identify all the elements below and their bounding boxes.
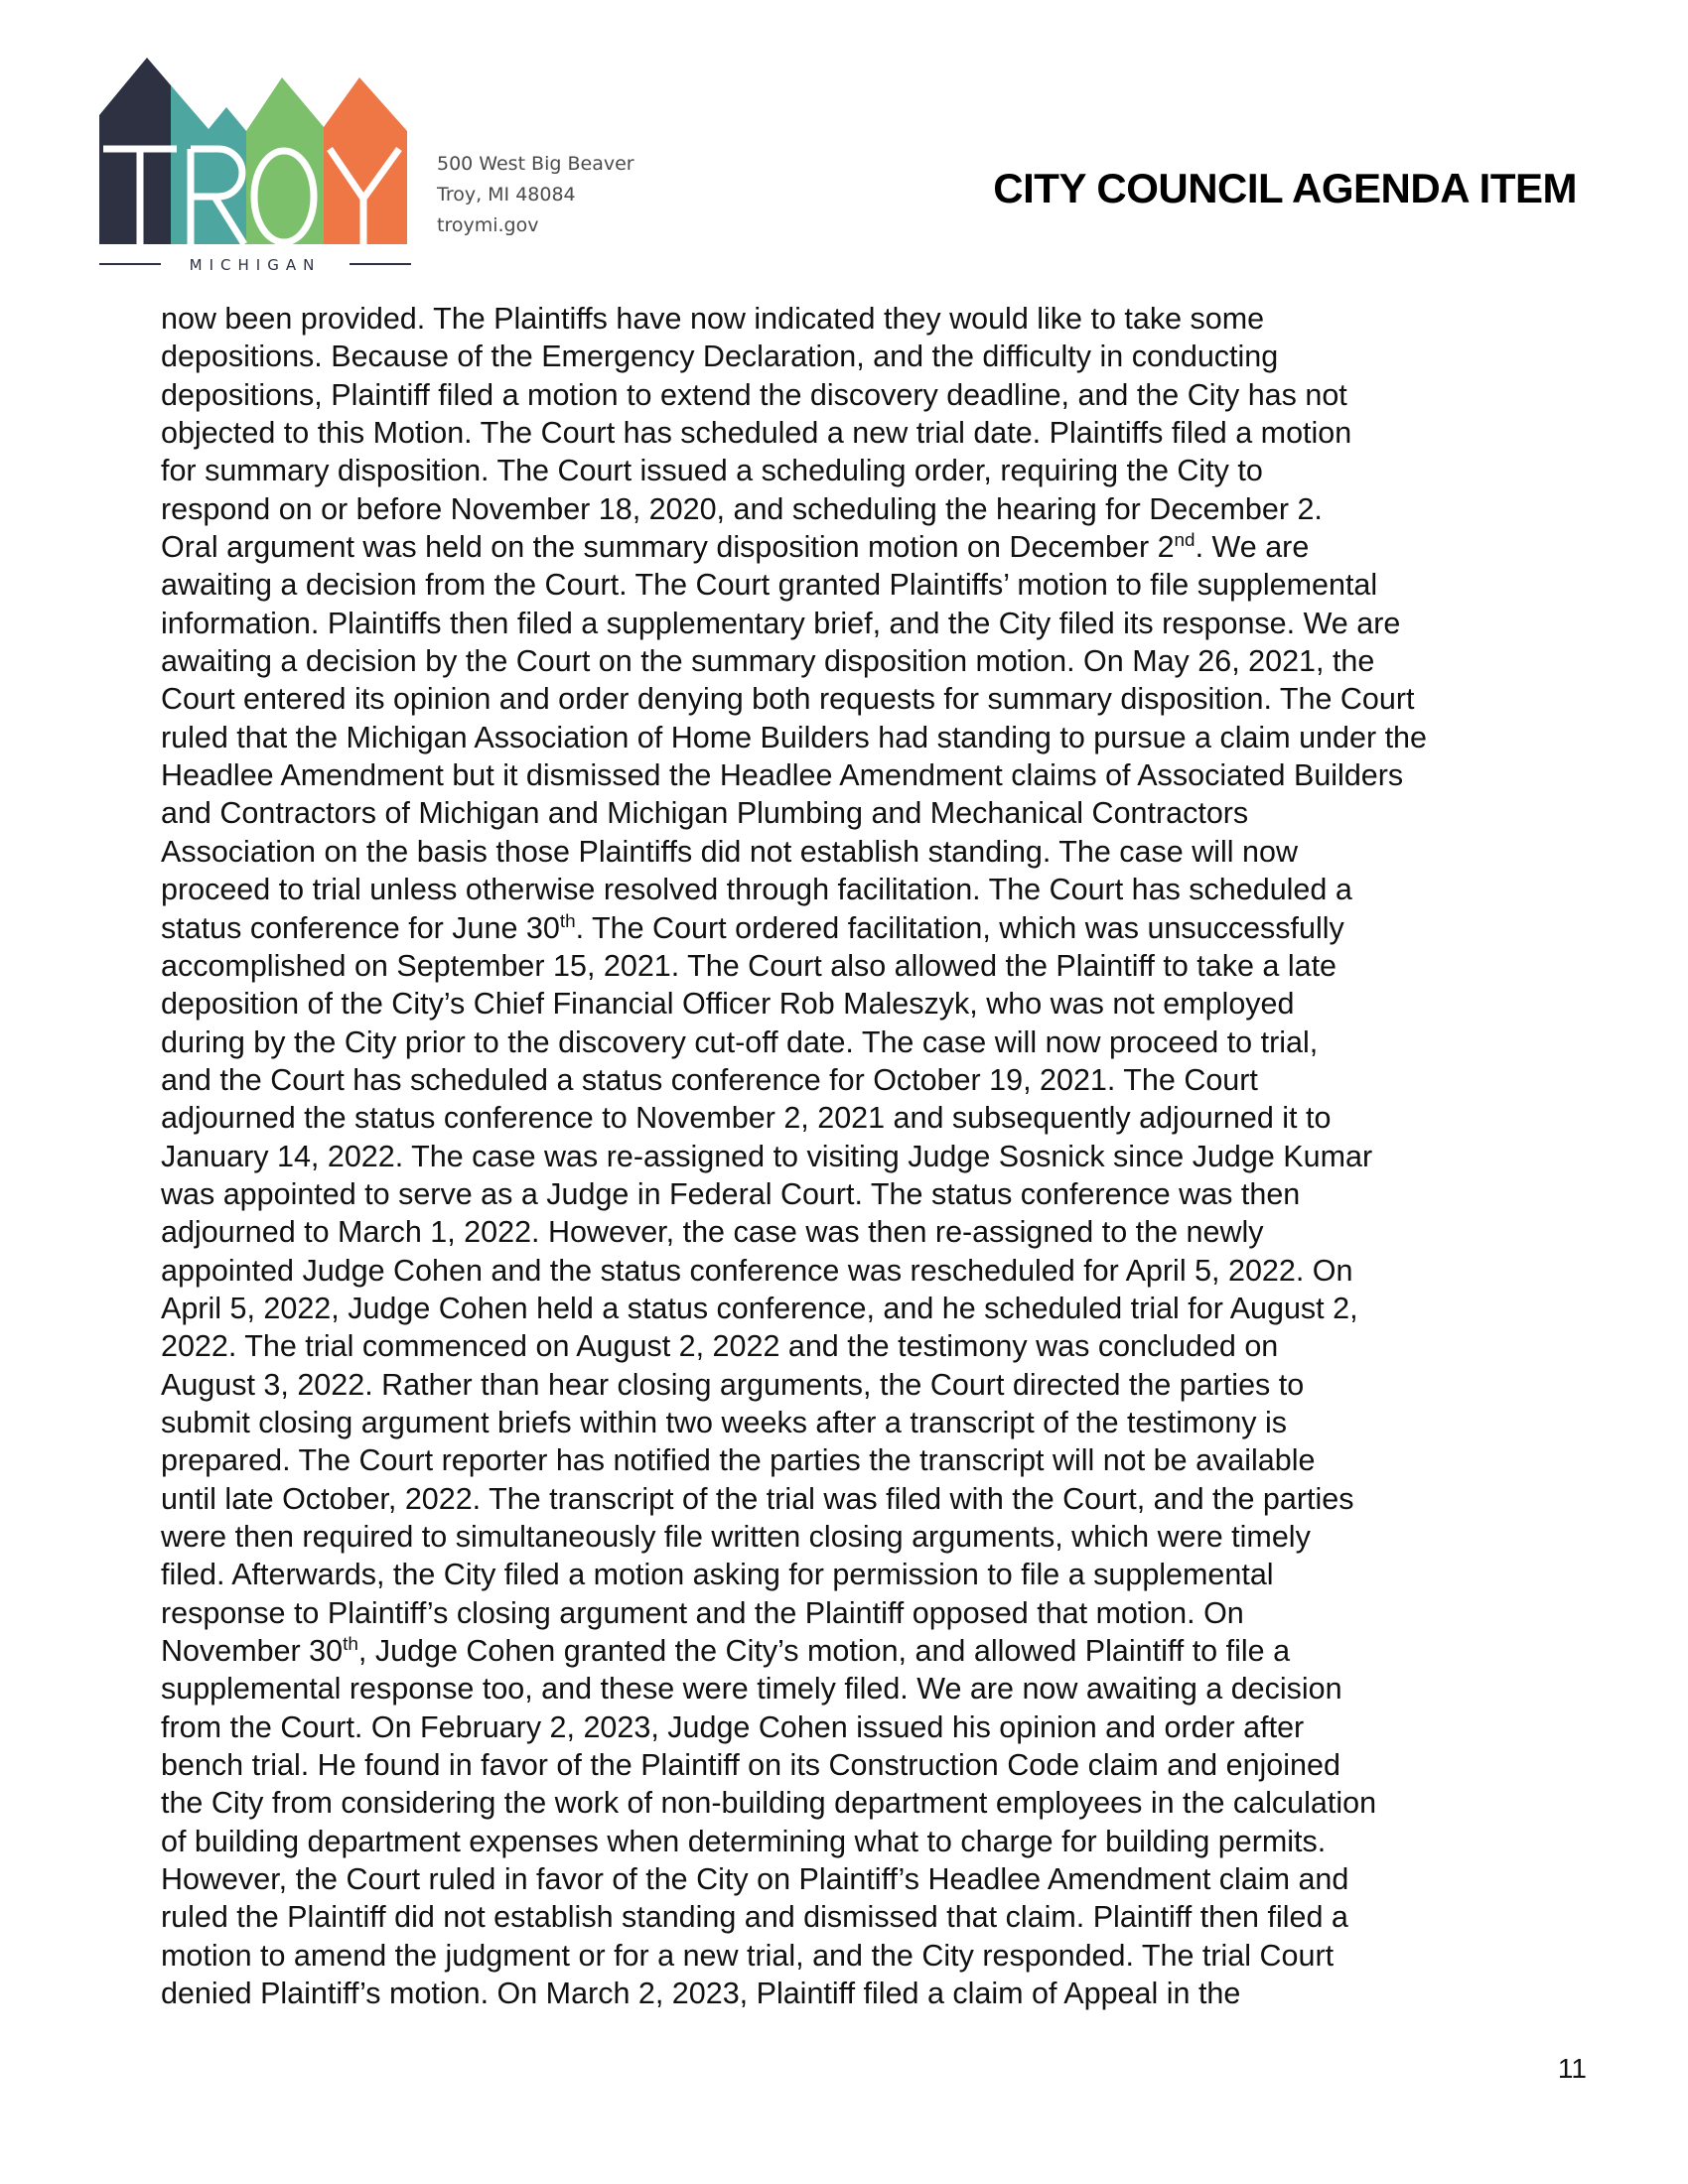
page-number: 11: [1557, 2053, 1587, 2084]
body-line: Association on the basis those Plaintiffs did not establish standing. The case will now: [161, 834, 1298, 869]
body-line: depositions, Plaintiff filed a motion to extend the discovery deadline, and the City has not: [161, 377, 1347, 412]
logo-subtitle: MICHIGAN: [189, 256, 322, 274]
body-line: response to Plaintiff’s closing argument and the Plaintiff opposed that motion. On: [161, 1595, 1244, 1630]
body-line: deposition of the City’s Chief Financial Officer Rob Maleszyk, who was not employed: [161, 987, 1295, 1022]
body-line: adjourned to March 1, 2022. However, the case was then re-assigned to the newly: [161, 1215, 1264, 1250]
body-line: April 5, 2022, Judge Cohen held a status conference, and he scheduled trial for August 2,: [161, 1291, 1358, 1325]
body-line: status conference for June 30th. The Court ordered facilitation, which was unsuccessfully: [161, 910, 1344, 945]
body-line: Headlee Amendment but it dismissed the Headlee Amendment claims of Associated Builders: [161, 758, 1404, 793]
body-line: information. Plaintiffs then filed a supplementary brief, and the City filed its response. We are: [161, 606, 1401, 640]
body-line: until late October, 2022. The transcript of the trial was filed with the Court, and the parties: [161, 1481, 1354, 1516]
body-line: proceed to trial unless otherwise resolved through facilitation. The Court has scheduled a: [161, 873, 1352, 907]
body-line: appointed Judge Cohen and the status conference was rescheduled for April 5, 2022. On: [161, 1253, 1353, 1288]
body-line: respond on or before November 18, 2020, and scheduling the hearing for December 2.: [161, 491, 1323, 526]
body-line: was appointed to serve as a Judge in Federal Court. The status conference was then: [161, 1176, 1301, 1211]
address-block: [437, 149, 634, 241]
body-line: and Contractors of Michigan and Michigan Plumbing and Mechanical Contractors: [161, 796, 1249, 831]
body-line: 2022. The trial commenced on August 2, 2022 and the testimony was concluded on: [161, 1329, 1279, 1364]
body-line: the City from considering the work of non-building department employees in the calculation: [161, 1786, 1377, 1821]
body-line: accomplished on September 15, 2021. The Court also allowed the Plaintiff to take a late: [161, 948, 1337, 983]
body-line: for summary disposition. The Court issued a scheduling order, requiring the City to: [161, 454, 1263, 488]
troy-logo: [99, 58, 411, 274]
body-line: adjourned the status conference to November 2, 2021 and subsequently adjourned it to: [161, 1101, 1332, 1136]
body-line: motion to amend the judgment or for a new trial, and the City responded. The trial Court: [161, 1938, 1335, 1973]
body-line: supplemental response too, and these were timely filed. We are now awaiting a decision: [161, 1672, 1342, 1706]
body-line: were then required to simultaneously file written closing arguments, which were timely: [161, 1520, 1311, 1554]
address-city: Troy, MI 48084: [437, 184, 576, 205]
body-line: from the Court. On February 2, 2023, Judge Cohen issued his opinion and order after: [161, 1709, 1305, 1744]
body-line: objected to this Motion. The Court has scheduled a new trial date. Plaintiffs filed a motion: [161, 416, 1352, 451]
body-line: and the Court has scheduled a status conference for October 19, 2021. The Court: [161, 1062, 1258, 1097]
body-line: awaiting a decision by the Court on the summary disposition motion. On May 26, 2021, the: [161, 644, 1375, 679]
body-line: ruled that the Michigan Association of Home Builders had standing to pursue a claim under the: [161, 720, 1427, 754]
body-line: prepared. The Court reporter has notified the parties the transcript will not be available: [161, 1443, 1316, 1478]
body-line: Court entered its opinion and order denying both requests for summary disposition. The Court: [161, 682, 1415, 717]
body-line: However, the Court ruled in favor of the City on Plaintiff’s Headlee Amendment claim and: [161, 1862, 1349, 1897]
body-line: bench trial. He found in favor of the Plaintiff on its Construction Code claim and enjoined: [161, 1748, 1340, 1783]
page-title: CITY COUNCIL AGENDA ITEM: [993, 165, 1577, 211]
address-street: 500 West Big Beaver: [437, 153, 634, 175]
body-line: of building department expenses when determining what to charge for building permits.: [161, 1824, 1327, 1858]
body-line: November 30th, Judge Cohen granted the City’s motion, and allowed Plaintiff to file a: [161, 1633, 1291, 1669]
body-line: August 3, 2022. Rather than hear closing arguments, the Court directed the parties to: [161, 1367, 1305, 1402]
body-line: Oral argument was held on the summary disposition motion on December 2nd. We are: [161, 529, 1310, 565]
body-line: filed. Afterwards, the City filed a motion asking for permission to file a supplemental: [161, 1558, 1274, 1592]
address-website: troymi.gov: [437, 214, 539, 236]
body-line: now been provided. The Plaintiffs have now indicated they would like to take some: [161, 302, 1265, 336]
body-line: January 14, 2022. The case was re-assigned to visiting Judge Sosnick since Judge Kumar: [161, 1139, 1373, 1173]
body-line: awaiting a decision from the Court. The Court granted Plaintiffs’ motion to file supplemental: [161, 568, 1378, 603]
body-line: ruled the Plaintiff did not establish standing and dismissed that claim. Plaintiff then filed a: [161, 1900, 1348, 1935]
body-line: during by the City prior to the discovery cut-off date. The case will now proceed to trial,: [161, 1024, 1319, 1059]
body-line: submit closing argument briefs within two weeks after a transcript of the testimony is: [161, 1405, 1288, 1439]
body-line: denied Plaintiff’s motion. On March 2, 2023, Plaintiff filed a claim of Appeal in the: [161, 1977, 1241, 2011]
document-body: [161, 300, 1511, 2012]
body-line: depositions. Because of the Emergency Declaration, and the difficulty in conducting: [161, 340, 1279, 374]
